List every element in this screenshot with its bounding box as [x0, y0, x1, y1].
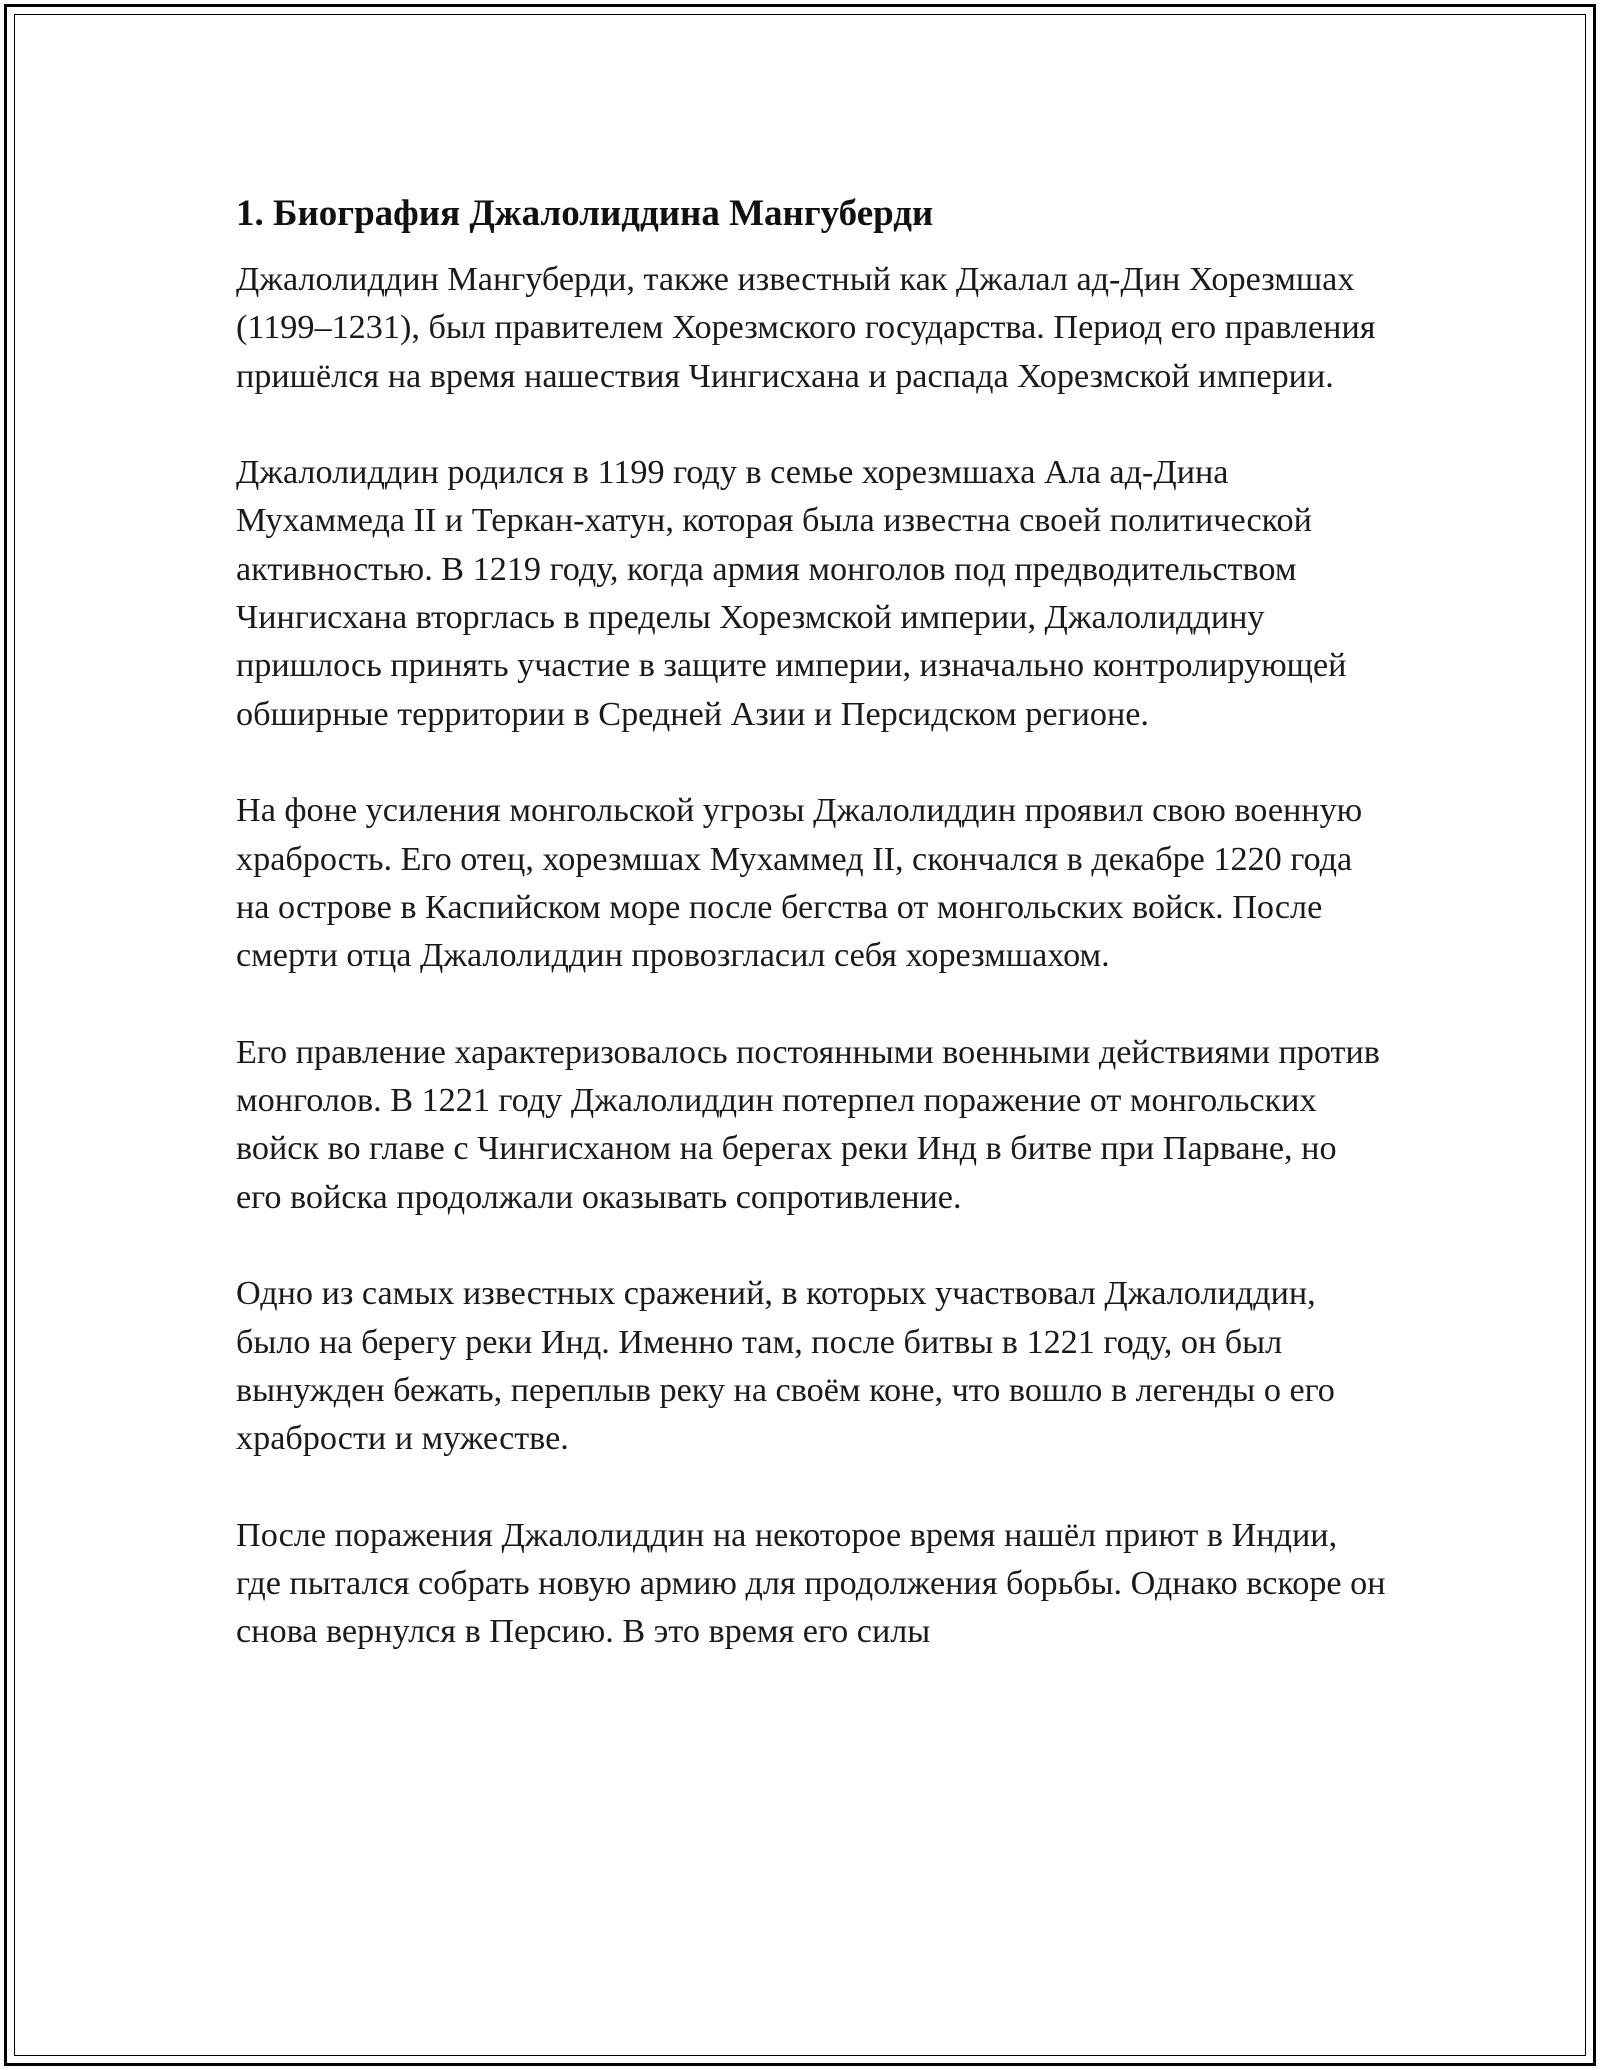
paragraph-reign: Его правление характеризовалось постоянными военными действиями против монголов. В 1221 году Джалолиддин потерпел поражение от монгольских войск во главе с Чингисханом на берегах реки Инд в битве при Парване, но его войска продолжали оказывать сопротивление.: [236, 1033, 1380, 1216]
section-heading: 1. Биография Джалолиддина Мангуберди: [236, 193, 934, 234]
paragraph-india-exile: После поражения Джалолиддин на некоторое время нашёл приют в Индии, где пытался собрать новую армию для продолжения борьбы. Однако вскоре он снова вернулся в Персию. В это время его силы: [236, 1516, 1386, 1651]
paragraph-mongol-threat: На фоне усиления монгольской угрозы Джалолиддин проявил свою военную храбрость. Его отец, хорезмшах Мухаммед II, скончался в декабре 1220 года на острове в Каспийском море после бегства от монгольских войск. После смерти отца Джалолиддин провозгласил себя хорезмшахом.: [236, 792, 1363, 975]
paragraph-indus-battle: Одно из самых известных сражений, в которых участвовал Джалолиддин, было на берегу реки Инд. Именно там, после битвы в 1221 году, он был вынужден бежать, переплыв реку на своём коне, что вошло в легенды о его храбрости и мужестве.: [236, 1275, 1335, 1458]
document-body: [236, 190, 1386, 1657]
paragraph-intro: Джалолиддин Мангуберди, также известный как Джалал ад-Дин Хорезмшах (1199–1231), был правителем Хорезмского государства. Период его правления пришёлся на время нашествия Чингисхана и распада Хорезмской империи.: [236, 261, 1376, 395]
paragraph-birth: Джалолиддин родился в 1199 году в семье хорезмшаха Ала ад-Дина Мухаммеда II и Теркан-хатун, которая была известна своей политической активностью. В 1219 году, когда армия монголов под предводительством Чингисхана вторглась в пределы Хорезмской империи, Джалолиддину пришлось принять участие в защите империи, изначально контролирующей обширные территории в Средней Азии и Персидском регионе.: [236, 454, 1347, 733]
